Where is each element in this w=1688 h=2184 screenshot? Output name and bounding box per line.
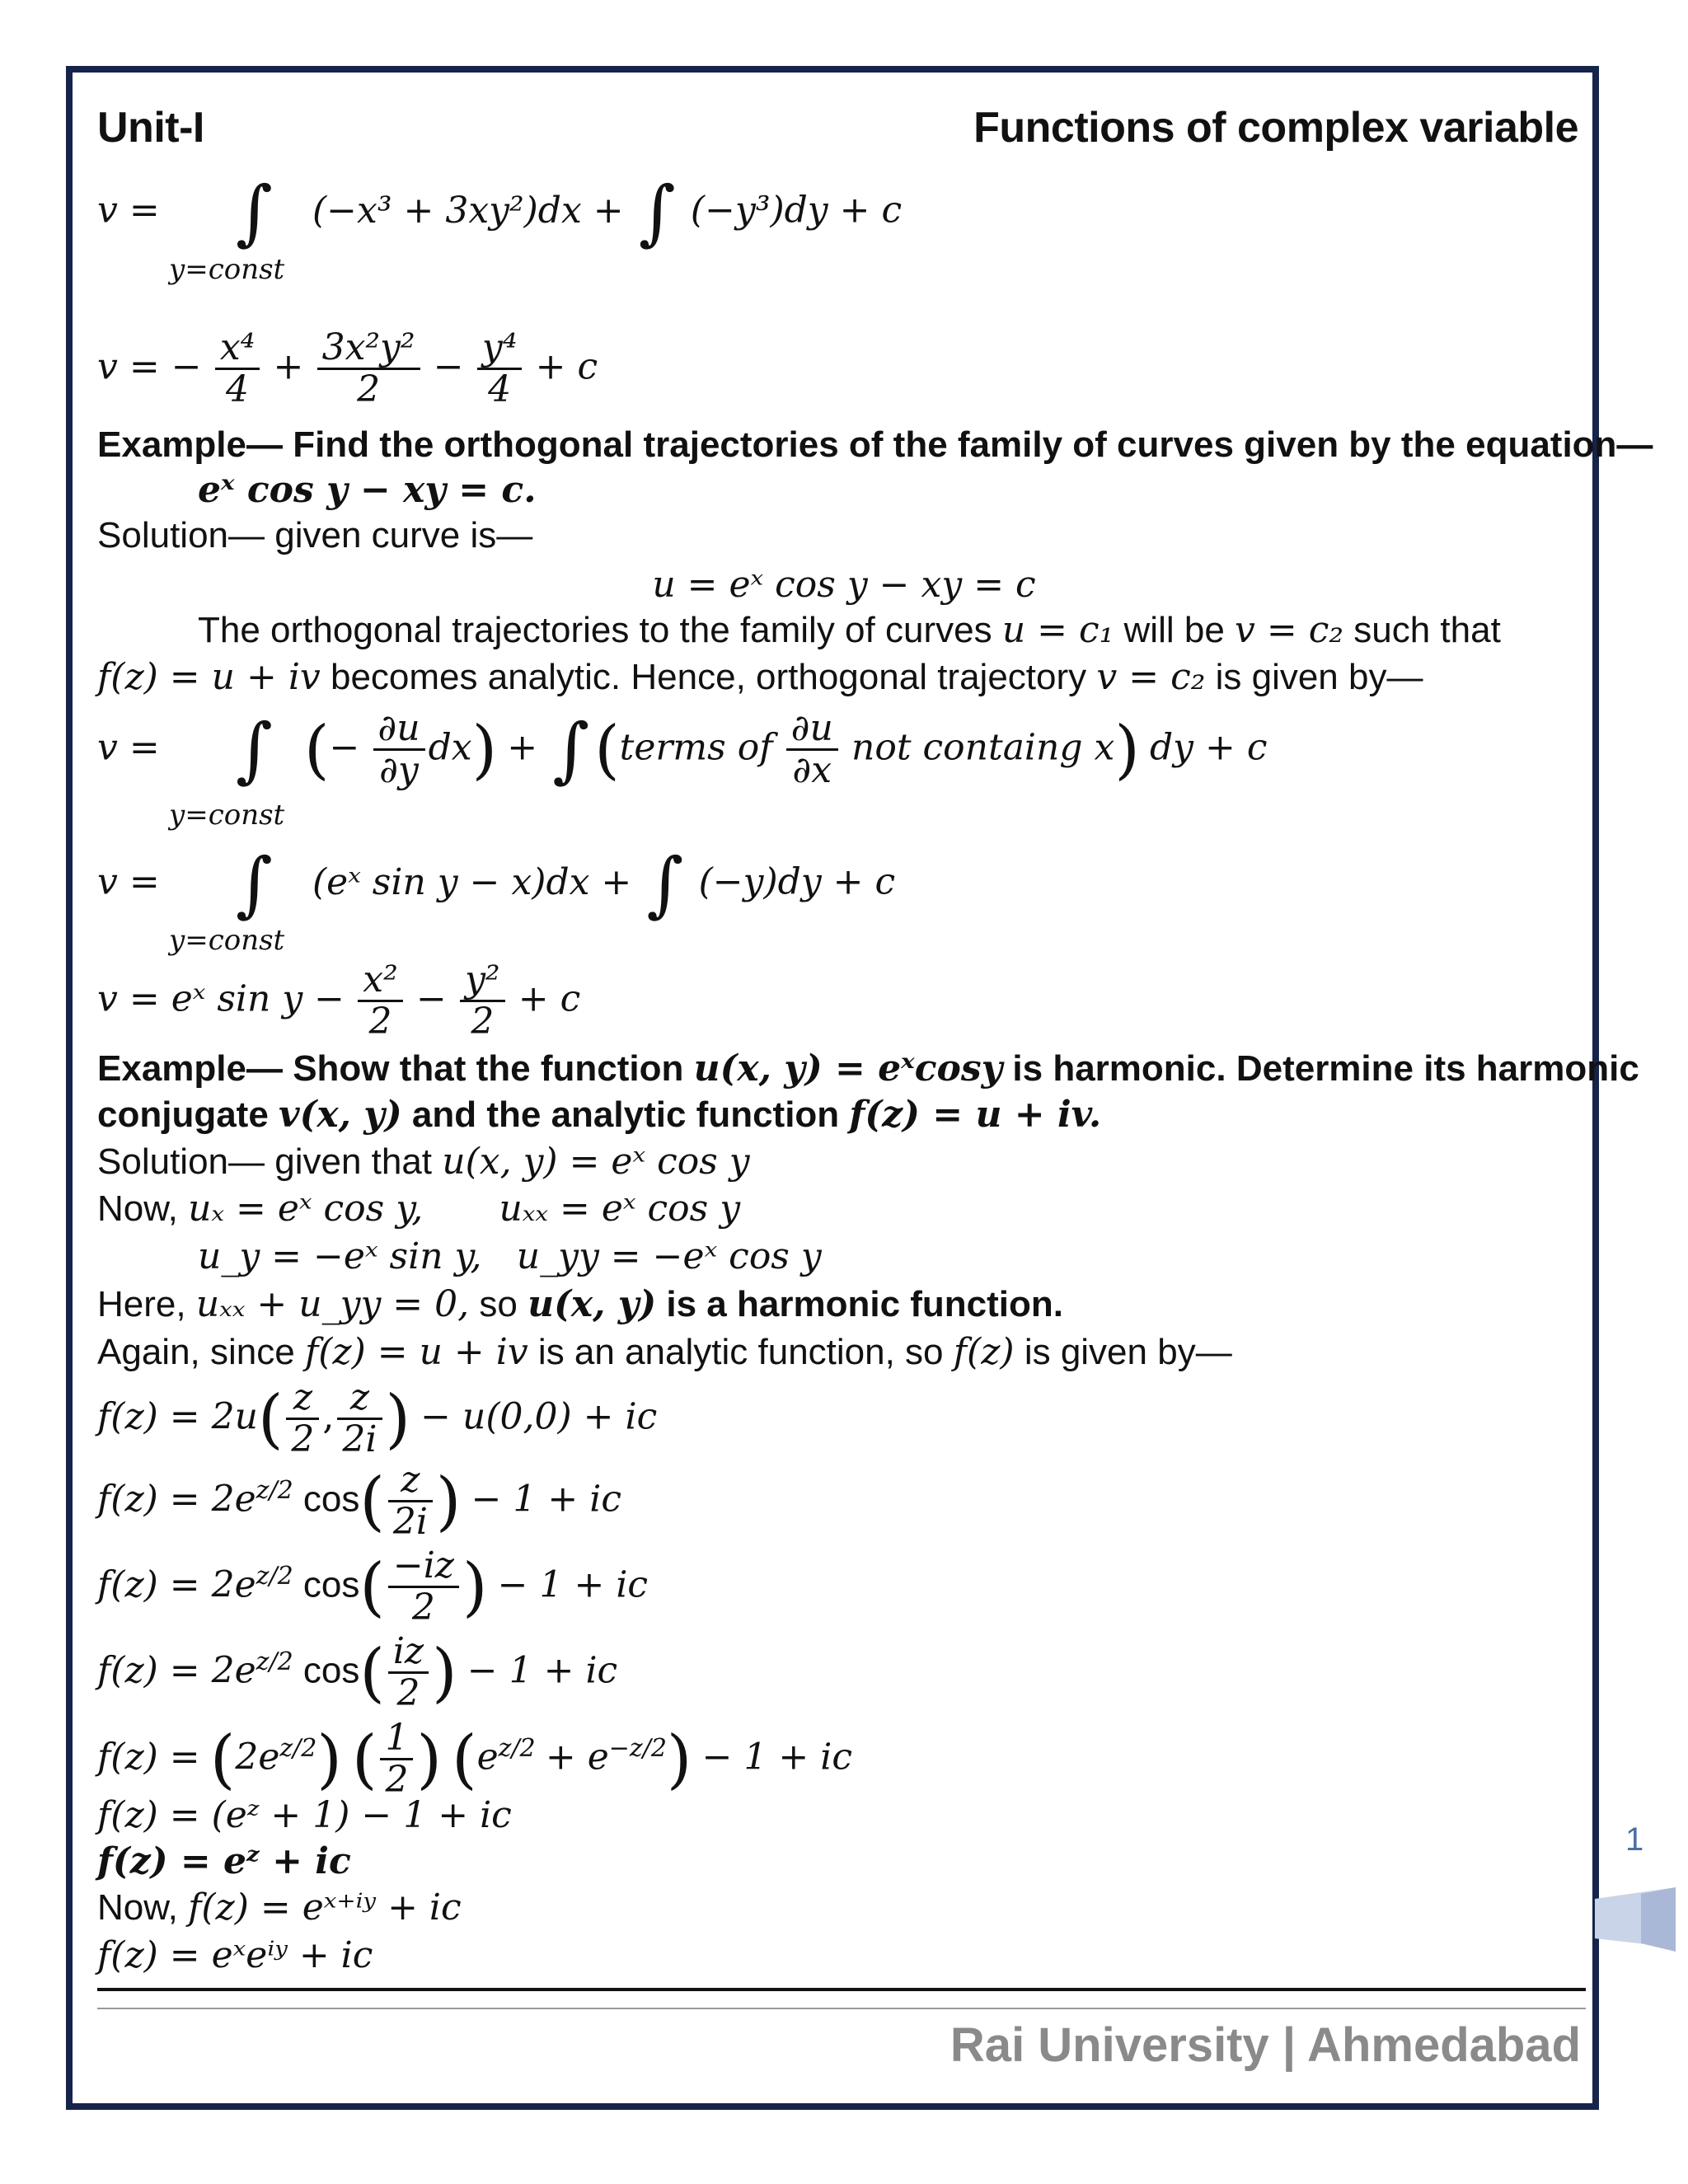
solution-intro: Solution— given that u(x, y) = eˣ cos y — [97, 1141, 750, 1183]
equation-step: v = ∫ (eˣ sin y − x)dx + ∫ (−y)dy + c — [97, 843, 896, 926]
step-4: $f(z) = 2e^{z/2}$ cos( $\frac{iz}{2}$ ) − 1 + ic — [97, 1630, 618, 1715]
paragraph-line: The orthogonal trajectories to the family of curves u = c₁ will be v = c₂ such that — [198, 609, 1501, 651]
harmonic-statement: Here, uₓₓ + u_yy = 0, so u(x, y) is a harmonic function. — [97, 1283, 1063, 1325]
equation-v-integral: v = ∫ (−x³ + 3xy²)dx + ∫ (−y³)dy + c — [97, 171, 903, 254]
footer-rule-thin — [97, 2008, 1586, 2009]
solution-intro: Solution— given curve is— — [97, 515, 533, 555]
curve-equation: u = eˣ cos y − xy = c — [652, 564, 1036, 606]
integral-limit: y=const — [169, 924, 285, 957]
step-6: f(z) = (eᶻ + 1) − 1 + ic — [97, 1794, 512, 1836]
unit-label: Unit-I — [97, 104, 204, 152]
footer-institution: Rai University | Ahmedabad — [950, 2018, 1581, 2072]
fraction: $\frac{\partial u}{\partial y}$ — [373, 709, 425, 791]
equation-result: v = eˣ sin y − $\frac{\text{x²}}{2}$ − $\frac{\text{y²}}{2}$ + c — [97, 958, 581, 1043]
fraction: $\frac{\text{3x²y²}}{2}$ — [317, 328, 420, 410]
fraction: $\frac{\text{x⁴}}{4}$ — [215, 328, 260, 410]
step-9: f(z) = eˣeⁱʸ + ic — [97, 1934, 373, 1976]
integral-limit: y=const — [169, 253, 285, 286]
footer-rule — [97, 1988, 1586, 1991]
step-5: $f(z) = (2e^{z/2})$ ( $\frac{1}{2}$ ) $(e^{z/2} + e^{-z/2}) - 1$ + ic — [97, 1717, 852, 1802]
paragraph-line: f(z) = u + iv becomes analytic. Hence, orthogonal trajectory v = c₂ is given by— — [97, 656, 1423, 698]
topic-title: Functions of complex variable — [973, 104, 1578, 152]
integral-sign: ∫ — [638, 171, 676, 254]
example-heading: Example— Find the orthogonal trajectories of the family of curves given by the equation— — [97, 424, 1653, 465]
step-2: $f(z) = 2e^{z/2}$ cos( $\frac{z}{2i}$ ) − 1 + ic — [97, 1459, 621, 1544]
integral-sign: ∫ — [235, 171, 273, 254]
page-number: 1 — [1625, 1821, 1644, 1858]
derivative-line: u_y = −eˣ sin y, u_yy = −eˣ cos y — [198, 1235, 822, 1277]
page-tab-icon — [1595, 1887, 1676, 1952]
integral-limit: y=const — [169, 799, 285, 832]
paragraph-line: Again, since f(z) = u + iv is an analytic function, so f(z) is given by— — [97, 1331, 1232, 1373]
fraction: $\frac{\text{y²}}{2}$ — [460, 960, 505, 1043]
fraction: $\frac{\text{y⁴}}{4}$ — [477, 328, 523, 410]
step-1: f(z) = 2u( $\frac{z}{2}$ , $\frac{z}{2i}$ ) − u(0,0) + ic — [97, 1376, 658, 1461]
general-formula: v = ∫ (− $\frac{\partial u}{\partial y}$ dx) + ∫(terms of $\frac{\partial u}{\partial x}$ not containg x) dy + c — [97, 707, 1268, 792]
example-heading-cont: conjugate v(x, y) and the analytic function f(z) = u + iv. — [97, 1094, 1102, 1136]
fraction: $\frac{\partial u}{\partial x}$ — [786, 709, 838, 791]
derivative-line: Now, uₓ = eˣ cos y, uₓₓ = eˣ cos y — [97, 1188, 741, 1230]
step-3: $f(z) = 2e^{z/2}$ cos( $\frac{-iz}{2}$ ) − 1 + ic — [97, 1544, 649, 1629]
step-7: f(z) = eᶻ + ic — [97, 1840, 351, 1882]
example-equation: eˣ cos y − xy = c. — [198, 469, 537, 511]
example-heading: Example— Show that the function u(x, y) = eˣcosy is harmonic. Determine its harmonic — [97, 1047, 1639, 1090]
fraction: $\frac{\text{x²}}{2}$ — [358, 960, 402, 1043]
step-8: Now, f(z) = eˣ⁺ⁱʸ + ic — [97, 1886, 462, 1929]
equation-v-result: v = − $\frac{\text{x⁴}}{4}$ + $\frac{\text{3x²y²}}{2}$ − $\frac{\text{y⁴}}{4}$ + c — [97, 326, 598, 411]
